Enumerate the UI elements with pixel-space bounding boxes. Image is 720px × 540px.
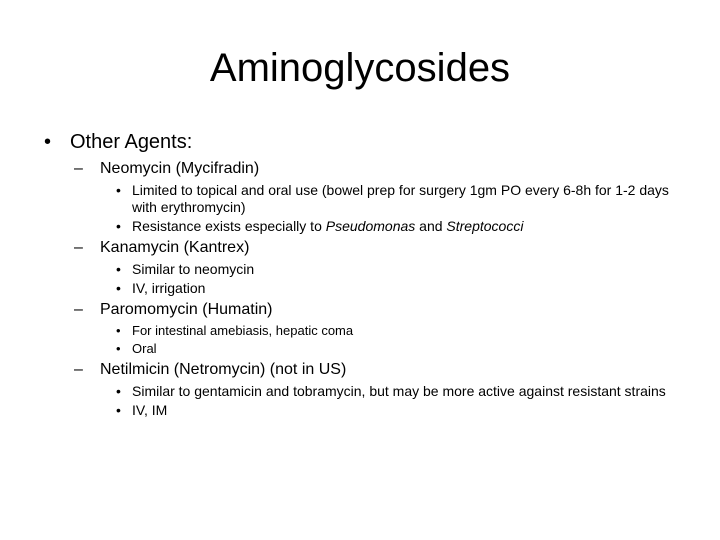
dash-marker-icon: – <box>74 239 83 256</box>
agent-point-text: Similar to gentamicin and tobramycin, but may be more active against resistant strains <box>132 383 666 399</box>
agent-point <box>42 383 682 400</box>
organism-name: Pseudomonas <box>325 218 416 234</box>
bullet-dot-icon: • <box>116 323 121 338</box>
bullet-dot-icon: • <box>116 261 121 277</box>
agent-point-text: For intestinal amebiasis, hepatic coma <box>132 323 354 338</box>
bullet-dot-icon: • <box>44 131 52 153</box>
bullet-dot-icon: • <box>116 402 121 418</box>
bullet-dot-icon: • <box>116 280 121 296</box>
dash-marker-icon: – <box>74 160 83 177</box>
bullet-dot-icon: • <box>116 341 121 356</box>
dash-marker-icon: – <box>74 361 83 378</box>
dash-marker-icon: – <box>74 301 83 318</box>
agent-point-text: IV, IM <box>132 402 168 418</box>
bullet-dot-icon: • <box>116 218 121 234</box>
point-text-middle: and <box>415 218 447 234</box>
bullet-dot-icon: • <box>116 383 121 399</box>
agent-name: Kanamycin (Kantrex) <box>100 239 250 256</box>
section-heading: Other Agents: <box>70 131 193 153</box>
agent-name: Neomycin (Mycifradin) <box>100 160 260 177</box>
agent-point-text: Limited to topical and oral use (bowel prep for surgery 1gm PO every 6-8h for 1-2 days with erythromycin) <box>132 182 669 215</box>
agent-point <box>42 280 682 297</box>
agent-point-text: IV, irrigation <box>132 280 206 296</box>
agent-point-text: Oral <box>132 341 157 356</box>
agent-item <box>42 359 682 381</box>
agent-point-text: Similar to neomycin <box>132 261 255 277</box>
point-text-prefix: Resistance exists especially to <box>132 218 326 234</box>
agent-item <box>42 237 682 259</box>
bullet-level1 <box>42 128 682 156</box>
agent-point <box>42 341 682 357</box>
agent-point <box>42 261 682 278</box>
agent-name: Netilmicin (Netromycin) (not in US) <box>100 361 347 378</box>
agent-point <box>42 402 682 419</box>
slide-title: Aminoglycosides <box>209 46 511 90</box>
agent-point <box>42 218 682 235</box>
agent-item <box>42 299 682 321</box>
agent-point <box>42 182 682 216</box>
agent-item <box>42 158 682 180</box>
agent-point <box>42 323 682 339</box>
bullet-dot-icon: • <box>116 182 121 198</box>
agent-name: Paromomycin (Humatin) <box>100 301 273 318</box>
slide-body <box>42 128 682 419</box>
organism-name: Streptococci <box>446 218 524 234</box>
